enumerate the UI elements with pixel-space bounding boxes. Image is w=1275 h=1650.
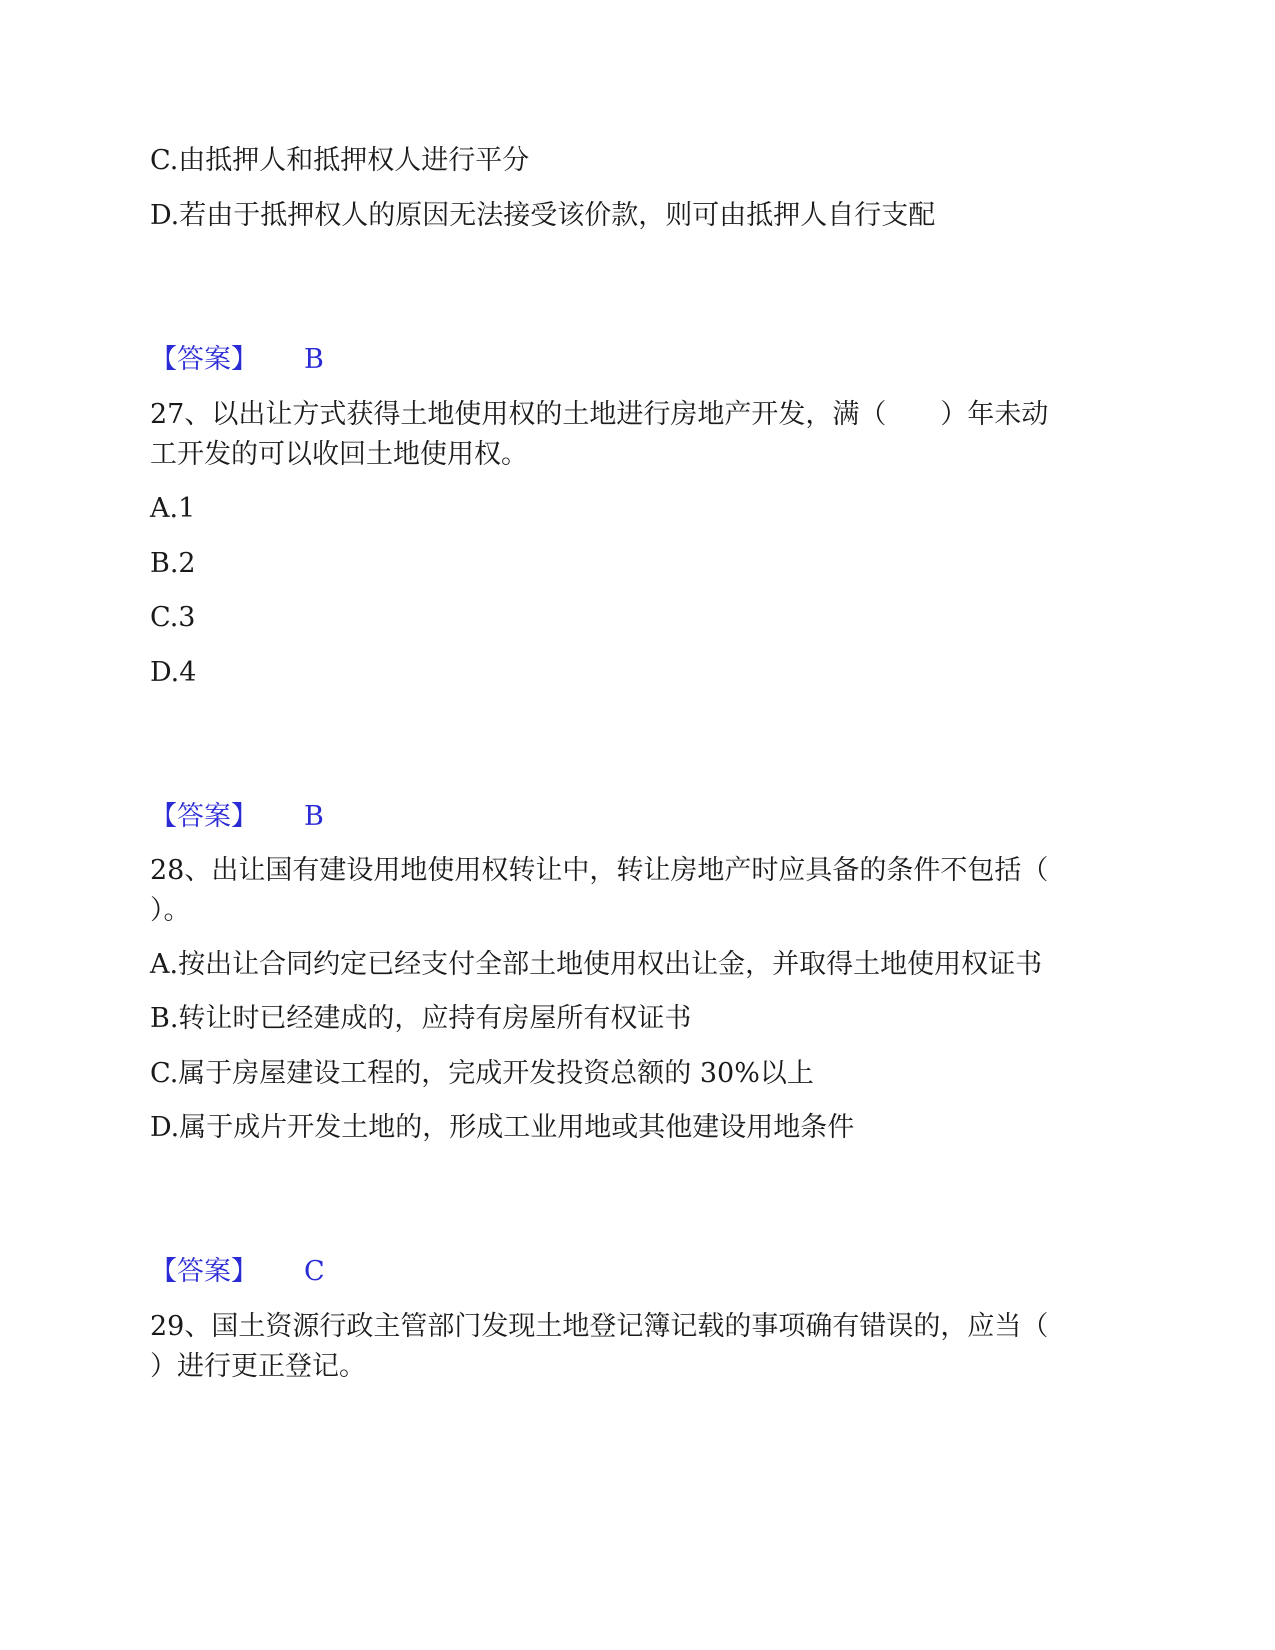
q27-option-c: C.3 <box>150 602 196 633</box>
q27-option-b: B.2 <box>150 548 196 579</box>
q28-option-d: D.属于成片开发土地的，形成工业用地或其他建设用地条件 <box>150 1112 855 1143</box>
q28-option-a: A.按出让合同约定已经支付全部土地使用权出让金，并取得土地使用权证书 <box>150 949 1043 980</box>
q27-option-d: D.4 <box>150 657 197 688</box>
q29-stem-line-2: ）进行更正登记。 <box>150 1351 366 1382</box>
q27-stem-line-1: 27、以出让方式获得土地使用权的土地进行房地产开发，满（ ）年未动 <box>150 399 1049 430</box>
answer-value: C <box>304 1256 325 1287</box>
q27-stem-line-2: 工开发的可以收回土地使用权。 <box>150 439 528 470</box>
q27-answer <box>150 797 324 837</box>
answer-label: 【答案】 <box>150 344 258 375</box>
answer-label: 【答案】 <box>150 801 258 832</box>
answer-value: B <box>304 344 324 375</box>
answer-label: 【答案】 <box>150 1256 258 1287</box>
q26-answer <box>150 340 324 380</box>
q26-option-d: D.若由于抵押权人的原因无法接受该价款，则可由抵押人自行支配 <box>150 200 936 231</box>
q29-stem-line-1: 29、国土资源行政主管部门发现土地登记簿记载的事项确有错误的，应当（ <box>150 1311 1049 1342</box>
q26-option-c: C.由抵押人和抵押权人进行平分 <box>150 145 530 176</box>
q28-option-b: B.转让时已经建成的，应持有房屋所有权证书 <box>150 1003 692 1034</box>
q28-stem-line-1: 28、出让国有建设用地使用权转让中，转让房地产时应具备的条件不包括（ <box>150 855 1049 886</box>
q28-stem-line-2: ）。 <box>150 895 191 926</box>
answer-value: B <box>304 801 324 832</box>
q27-option-a: A.1 <box>150 493 196 524</box>
q28-answer <box>150 1252 325 1292</box>
q28-option-c: C.属于房屋建设工程的，完成开发投资总额的 30%以上 <box>150 1058 814 1089</box>
